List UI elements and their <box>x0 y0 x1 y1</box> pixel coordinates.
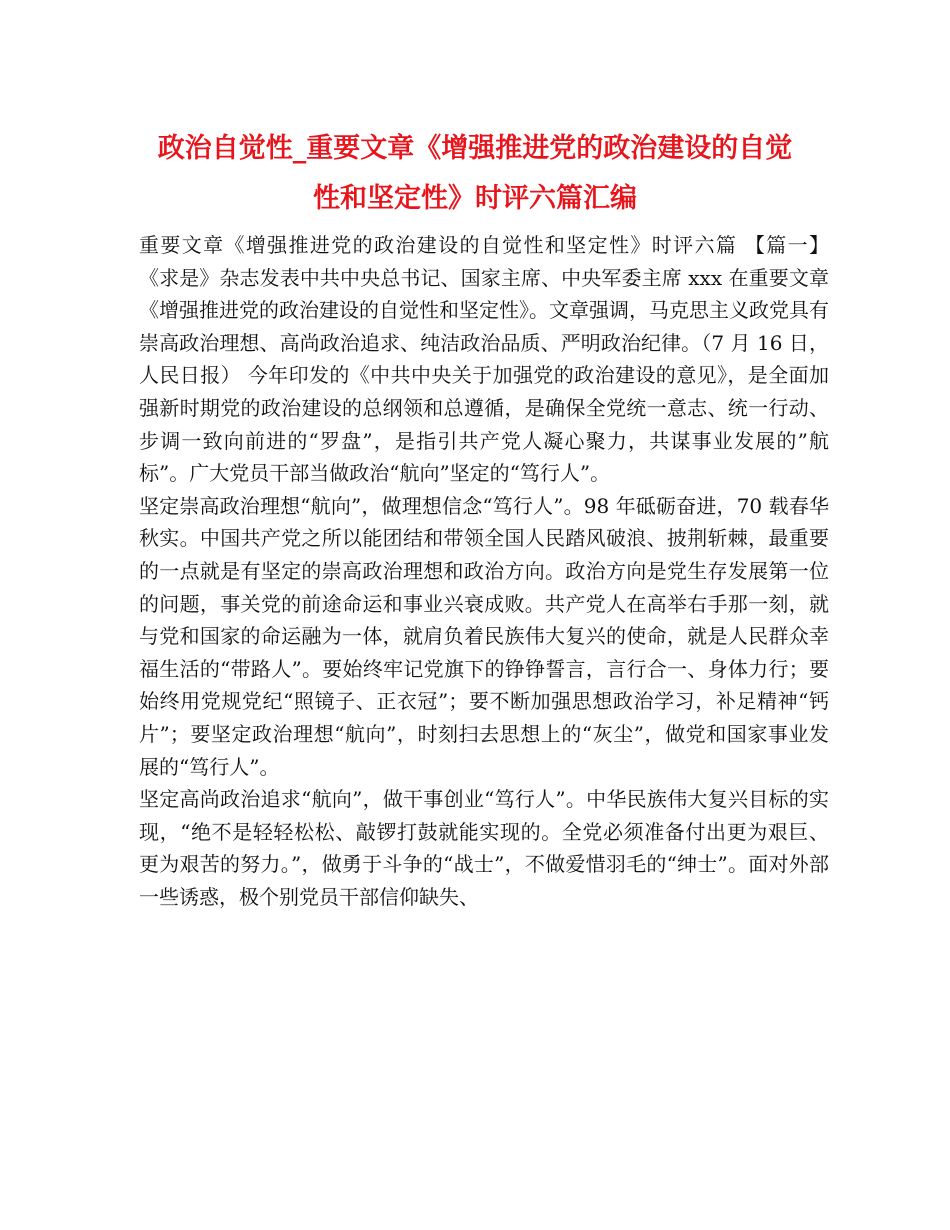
paragraph-1: 重要文章《增强推进党的政治建设的自觉性和坚定性》时评六篇 【篇一】 《求是》杂志发表中共中央总书记、国家主席、中央军委主席 xxx 在重要文章《增强推进党的政治建设的自觉性和坚定性》。文章强调，马克思主义政党具有崇高政治理想、高尚政治追求、纯洁政治品质、严明政治纪律。（7 月 16 日，人民日报） 今年印发的《中共中央关于加强党的政治建设的意见》，是全面加强新时期党的政治建设的总纲领和总遵循，是确保全党统一意志、统一行动、步调一致向前进的“罗盘”，是指引共产党人凝心聚力，共谋事业发展的”航标”。广大党员干部当做政治“航向”坚定的“笃行人”。 <box>139 233 829 486</box>
title-line-1: 政治自觉性_重要文章《增强推进党的政治建设的自觉 <box>157 133 793 164</box>
document-body <box>139 229 829 913</box>
title-line-2: 性和坚定性》时评六篇汇编 <box>313 183 637 214</box>
document-title <box>120 124 830 224</box>
paragraph-3: 坚定高尚政治追求“航向”，做干事创业“笃行人”。中华民族伟大复兴目标的实现，“绝不是轻轻松松、敲锣打鼓就能实现的。全党必须准备付出更为艰巨、更为艰苦的努力。”，做勇于斗争的“战士”，不做爱惜羽毛的“绅士”。面对外部一些诱惑，极个别党员干部信仰缺失、 <box>139 787 829 909</box>
paragraph-2: 坚定崇高政治理想“航向”，做理想信念“笃行人”。98 年砥砺奋进，70 载春华秋实。中国共产党之所以能团结和带领全国人民踏风破浪、披荆斩棘，最重要的一点就是有坚定的崇高政治理想和政治方向。政治方向是党生存发展第一位的问题，事关党的前途命运和事业兴衰成败。共产党人在高举右手那一刻，就与党和国家的命运融为一体，就肩负着民族伟大复兴的使命，就是人民群众幸福生活的“带路人”。要始终牢记党旗下的铮铮誓言，言行合一、身体力行；要始终用党规党纪“照镜子、正衣冠”；要不断加强思想政治学习，补足精神“钙片”；要坚定政治理想“航向”，时刻扫去思想上的“灰尘”，做党和国家事业发展的“笃行人”。 <box>139 493 829 779</box>
